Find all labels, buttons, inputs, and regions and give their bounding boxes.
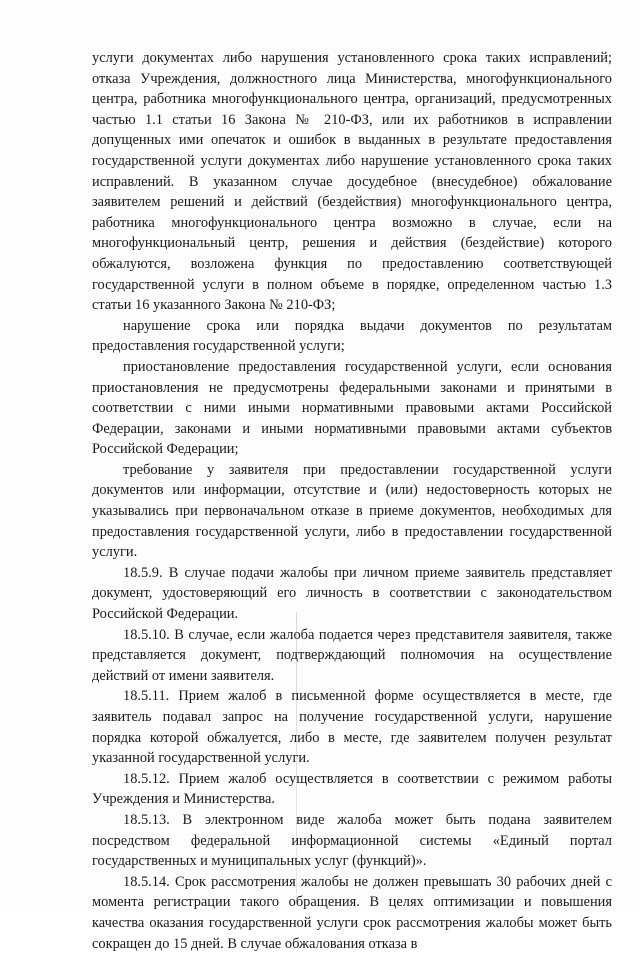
clause-18-5-11: 18.5.11. Прием жалоб в письменной форме осуществляется в месте, где заявитель подавал запрос на получение государственной услуги, нарушение порядка которой обжалуется, либо в месте, где заявителем получен результат указанной государственной услуги. bbox=[92, 688, 612, 767]
paragraph-suspension: приостановление предоставления государственной услуги, если основания приостановления не предусмотрены федеральными законами и принятыми в соответствии с ними иными нормативными правовыми актами Российской Федерации, законами и иными нормативными правовыми актами субъектов Российской Федерации; bbox=[92, 358, 612, 458]
document-body bbox=[92, 48, 612, 954]
clause-18-5-12: 18.5.12. Прием жалоб осуществляется в соответствии с режимом работы Учреждения и Министерства. bbox=[92, 770, 612, 808]
paragraph-document-requirement: требование у заявителя при предоставлении государственной услуги документов или информации, отсутствие и (или) недостоверность которых не указывались при первоначальном отказе в приеме документов, необходимых для предоставления государственной услуги, либо в предоставлении государственной услуги. bbox=[92, 461, 612, 561]
clause-18-5-9: 18.5.9. В случае подачи жалобы при личном приеме заявитель представляет документ, удостоверяющий его личность в соответствии с законодательством Российской Федерации. bbox=[92, 564, 612, 623]
clause-18-5-14: 18.5.14. Срок рассмотрения жалобы не должен превышать 30 рабочих дней с момента регистрации такого обращения. В целях оптимизации и повышения качества оказания государственной услуги срок рассмотрения жалобы может быть сокращен до 15 дней. В случае обжалования отказа в bbox=[92, 873, 612, 952]
paragraph-continuation: услуги документах либо нарушения установленного срока таких исправлений; отказа Учреждения, должностного лица Министерства, многофункционального центра, работника многофункционального центра, организаций, предусмотренных частью 1.1 статьи 16 Закона № 210-ФЗ, или их работников в исправлении допущенных ими опечаток и ошибок в выданных в результате предоставления государственной услуги документах либо нарушение установленного срока таких исправлений. В указанном случае досудебное (внесудебное) обжалование заявителем решений и действий (бездействия) многофункционального центра, работника многофункционального центра возможно в случае, если на многофункциональный центр, решения и действия (бездействие) которого обжалуются, возложена функция по предоставлению соответствующей государственной услуги в полном объеме в порядке, определенном частью 1.3 статьи 16 указанного Закона № 210-ФЗ; bbox=[92, 50, 612, 314]
paragraph-violation-of-issuance: нарушение срока или порядка выдачи документов по результатам предоставления государственной услуги; bbox=[92, 317, 612, 355]
clause-18-5-13: 18.5.13. В электронном виде жалоба может быть подана заявителем посредством федеральной информационной системы «Единый портал государственных и муниципальных услуг (функций)». bbox=[92, 811, 612, 870]
clause-18-5-10: 18.5.10. В случае, если жалоба подается через представителя заявителя, также представляется документ, подтверждающий полномочия на осуществление действий от имени заявителя. bbox=[92, 626, 612, 684]
